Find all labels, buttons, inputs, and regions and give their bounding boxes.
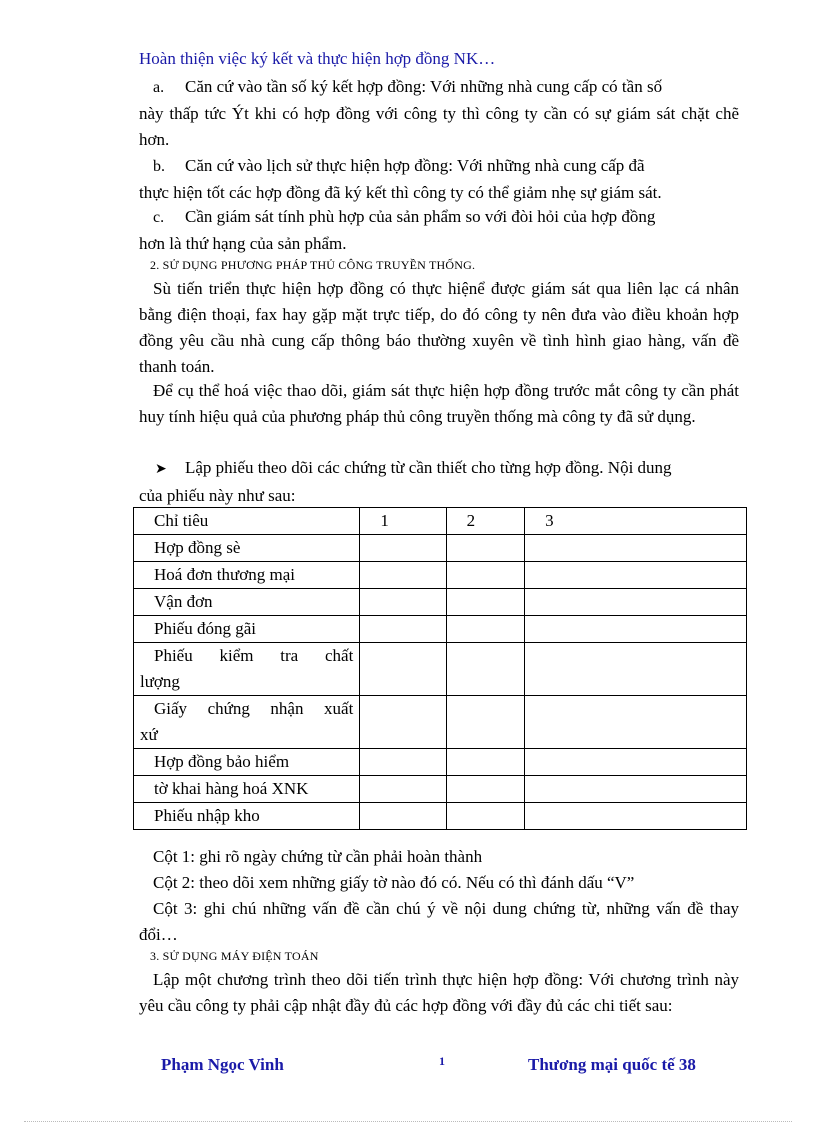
table-cell: Hợp đồng bảo hiểm xyxy=(134,749,360,776)
table-row xyxy=(134,589,747,616)
table-cell: Phiếu đóng gãi xyxy=(134,616,360,643)
table-row xyxy=(134,749,747,776)
list-label: b. xyxy=(153,158,165,175)
document-checklist-table xyxy=(133,507,747,830)
section-heading: 3. SỬ DỤNG MÁY ĐIỆN TOÁN xyxy=(150,949,319,963)
page-bottom-divider xyxy=(24,1121,792,1122)
table-row xyxy=(134,616,747,643)
arrow-bullet-icon: ➤ xyxy=(155,462,167,477)
column-note: Cột 1: ghi rõ ngày chứng từ cần phải hoàn thành xyxy=(153,847,483,866)
table-cell: Hợp đồng sè xyxy=(134,535,360,562)
table-row xyxy=(134,643,747,696)
section-heading: 2. SỬ DỤNG PHƯƠNG PHÁP THỦ CÔNG TRUYỀN THỐNG. xyxy=(150,258,476,272)
table-header-cell: 1 xyxy=(360,508,446,535)
footer-author: Phạm Ngọc Vinh xyxy=(161,1055,284,1074)
paragraph: Sù tiến triển thực hiện hợp đồng có thực hiệnể được giám sát qua liên lạc cá nhân bằng điện thoại, fax hay gặp mặt trực tiếp, do đó công ty nên đưa vào điều khoản hợp đồng yêu cầu nhà cung cấp thông báo thường xuyên về tình hình giao hàng, vấn đề thanh toán. xyxy=(139,279,739,376)
table-cell: Vận đơn xyxy=(134,589,360,616)
table-cell: Phiếu kiểm tra chất lượng xyxy=(134,643,360,696)
table-cell: Giấy chứng nhận xuất xứ xyxy=(134,696,360,749)
table-cell: Phiếu nhập kho xyxy=(134,803,360,830)
list-item: b. Căn cứ vào lịch sử thực hiện hợp đồng: Với những nhà cung cấp đã thực hiện tốt các hợp đồng đã ký kết thì công ty có thể giảm nhẹ sự giám sát. xyxy=(139,156,662,202)
footer-course: Thương mại quốc tế 38 xyxy=(528,1055,696,1074)
table-row xyxy=(134,803,747,830)
list-label: c. xyxy=(153,209,165,226)
table-header-cell: Chỉ tiêu xyxy=(134,508,360,535)
list-item: a. Căn cứ vào tần số ký kết hợp đồng: Với những nhà cung cấp có tần số này thấp tức Ýt khi có hợp đồng với công ty thì công ty cần có sự giám sát chặt chẽ hơn. xyxy=(139,77,739,149)
list-label: a. xyxy=(153,79,165,96)
paragraph: Để cụ thể hoá việc thao dõi, giám sát thực hiện hợp đồng trước mắt công ty cần phát huy tính hiệu quả của phương pháp thủ công truyền thống mà công ty đã sử dụng. xyxy=(139,381,739,426)
table-header-cell: 3 xyxy=(525,508,747,535)
table-cell: Hoá đơn thương mại xyxy=(134,562,360,589)
table-row xyxy=(134,776,747,803)
column-note: Cột 2: theo dõi xem những giấy tờ nào đó có. Nếu có thì đánh dấu “V” xyxy=(153,873,635,892)
table-row xyxy=(134,696,747,749)
table-row xyxy=(134,535,747,562)
page-number: 1 xyxy=(439,1054,445,1068)
table-header-cell: 2 xyxy=(446,508,524,535)
list-item: c. Cần giám sát tính phù hợp của sản phẩm so với đòi hỏi của hợp đồng hơn là thứ hạng của sản phẩm. xyxy=(139,207,656,253)
table-header-row xyxy=(134,508,747,535)
section-title: Hoàn thiện việc ký kết và thực hiện hợp đồng NK… xyxy=(139,49,496,68)
column-note: Cột 3: ghi chú những vấn đề cần chú ý về nội dung chứng từ, những vấn đề thay đổi… xyxy=(139,899,739,944)
table-row xyxy=(134,562,747,589)
paragraph: Lập một chương trình theo dõi tiến trình thực hiện hợp đồng: Với chương trình này yêu cầu công ty phải cập nhật đầy đủ các hợp đồng với đầy đủ các chi tiết sau: xyxy=(139,970,739,1015)
bullet-item: ➤ Lập phiếu theo dõi các chứng từ cần thiết cho từng hợp đồng. Nội dung của phiếu này như sau: xyxy=(139,458,672,505)
table-cell: tờ khai hàng hoá XNK xyxy=(134,776,360,803)
